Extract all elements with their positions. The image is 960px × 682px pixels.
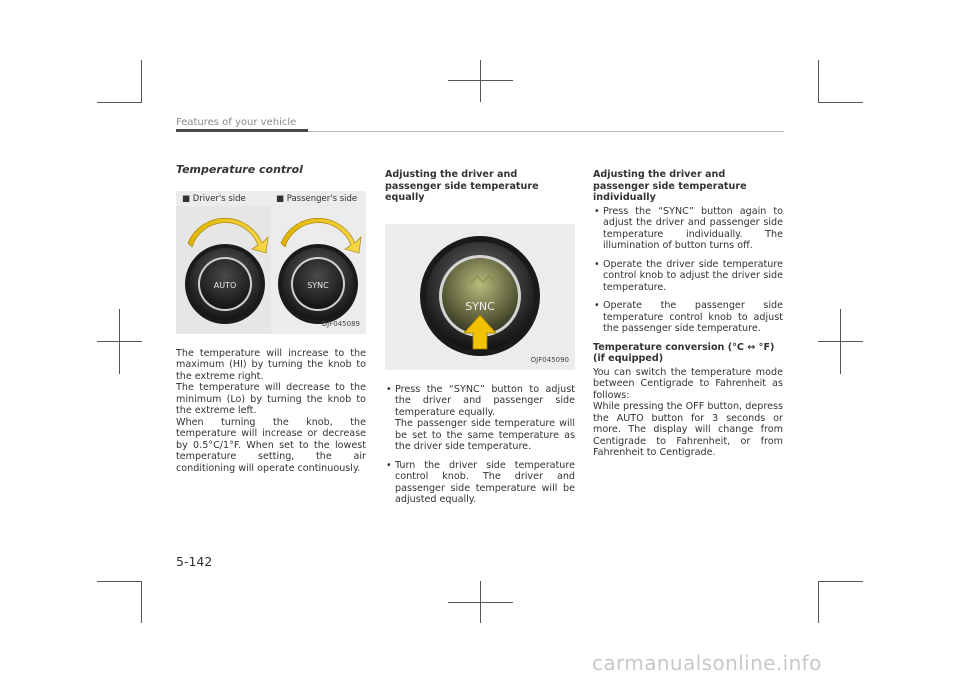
page-number: 5-142 <box>176 554 213 569</box>
column-1 <box>176 164 366 474</box>
registration-mark <box>480 581 481 623</box>
bullet-text: Press the “SYNC” button again to adjust the driver and passenger side temperature individually. The illumination of button turns off. <box>603 205 783 251</box>
list-item <box>385 460 575 506</box>
sync-knob-illustration <box>385 224 575 370</box>
bullet-text-extra: The passenger side temperature will be set to the same temperature as the driver side temperature. <box>395 418 575 452</box>
figure-code: OJF045090 <box>530 356 569 364</box>
col1-body <box>176 348 366 475</box>
registration-mark <box>480 60 481 102</box>
crop-mark <box>97 581 142 582</box>
knob-illustration <box>176 191 366 334</box>
col3-body <box>593 367 783 459</box>
list-item <box>593 300 783 335</box>
figure-code: OJF045089 <box>321 320 360 328</box>
temperature-knobs-figure <box>176 191 366 334</box>
list-item <box>593 206 783 252</box>
registration-mark <box>119 309 120 374</box>
bullet-text: Operate the driver side temperature control knob to adjust the driver side temperature. <box>603 258 783 293</box>
section-title: Temperature control <box>176 163 303 176</box>
bullet-text: Turn the driver side temperature control knob. The driver and passenger side temperature will be adjusted equally. <box>395 459 575 505</box>
crop-mark <box>818 102 863 103</box>
crop-mark <box>141 60 142 102</box>
paragraph: While pressing the OFF button, depress the AUTO button for 3 seconds or more. The display will change from Centigrade to Fahrenheit, or from Fahrenheit to Centigrade. <box>593 401 783 458</box>
knob-left-label: AUTO <box>213 280 237 290</box>
crop-mark <box>818 581 863 582</box>
sync-knob-label: SYNC <box>465 299 495 313</box>
bullet-text: Operate the passenger side temperature control knob to adjust the passenger side temperature. <box>603 300 783 334</box>
paragraph: The temperature will decrease to the minimum (Lo) by turning the knob to the extreme left. <box>176 382 366 416</box>
figure-label-passenger: ■ Passenger's side <box>276 193 358 204</box>
bullet-text: Press the “SYNC” button to adjust the driver and passenger side temperature equally. <box>395 383 575 418</box>
sub-heading: Temperature conversion (°C ↔ °F) (if equipped) <box>593 341 775 364</box>
col2-bullet-list <box>385 384 575 506</box>
sub-heading: Adjusting the driver and passenger side temperature equally <box>385 169 539 203</box>
header-bar <box>176 129 308 132</box>
watermark: carmanualsonline.info <box>592 651 822 675</box>
figure-label-driver: ■ Driver's side <box>182 193 246 204</box>
sync-knob-figure <box>385 224 575 370</box>
header-rule <box>308 131 784 132</box>
crop-mark <box>97 102 142 103</box>
paragraph: You can switch the temperature mode between Centigrade to Fahrenheit as follows: <box>593 366 783 401</box>
running-header: Features of your vehicle <box>176 117 297 128</box>
crop-mark <box>818 60 819 102</box>
list-item <box>385 384 575 453</box>
col3-bullet-list <box>593 206 783 335</box>
column-3 <box>593 169 783 459</box>
registration-mark <box>840 309 841 374</box>
crop-mark <box>141 581 142 623</box>
list-item <box>593 259 783 294</box>
sub-heading: Adjusting the driver and passenger side temperature individually <box>593 169 747 203</box>
crop-mark <box>818 581 819 623</box>
knob-right-label: SYNC <box>307 280 329 290</box>
paragraph: The temperature will increase to the maximum (HI) by turning the knob to the extreme right. <box>176 347 366 382</box>
column-2 <box>385 169 575 513</box>
paragraph: When turning the knob, the temperature will increase or decrease by 0.5°C/1°F. When set to the lowest temperature setting, the air conditioning will operate continuously. <box>176 416 366 474</box>
